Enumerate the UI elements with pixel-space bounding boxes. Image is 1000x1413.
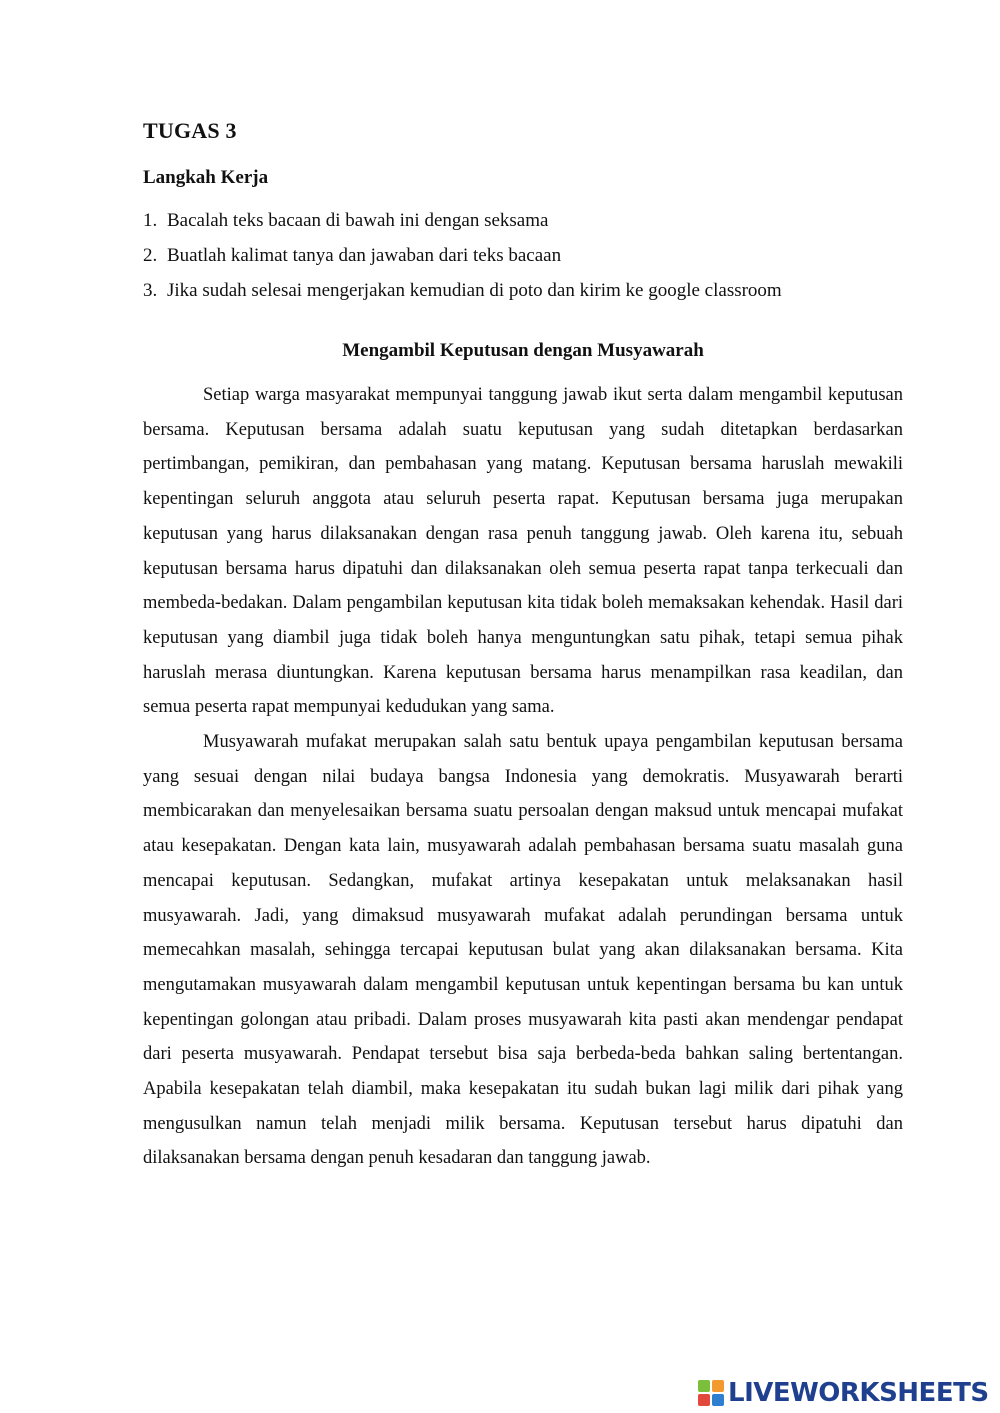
reading-title: Mengambil Keputusan dengan Musyawarah xyxy=(342,340,704,361)
steps-heading: Langkah Kerja xyxy=(143,167,269,188)
list-item xyxy=(143,278,782,313)
reading-paragraph: Setiap warga masyarakat mempunyai tanggung jawab ikut serta dalam mengambil keputusan bersama. Keputusan bersama adalah suatu keputusan yang sudah ditetapkan berdasarkan pertimbangan, pemikiran, dan pembahasan yang matang. Keputusan bersama haruslah mewakili kepentingan seluruh anggota atau seluruh peserta rapat. Keputusan bersama juga merupakan keputusan yang harus dilaksanakan dengan rasa penuh tanggung jawab. Oleh karena itu, sebuah keputusan bersama harus dipatuhi dan dilaksanakan oleh semua peserta rapat tanpa terkecuali dan membeda-bedakan. Dalam pengambilan keputusan kita tidak boleh memaksakan kehendak. Hasil dari keputusan yang diambil juga tidak boleh hanya menguntungkan satu pihak, tetapi semua pihak haruslah merasa diuntungkan. Karena keputusan bersama harus menampilkan rasa keadilan, dan semua peserta rapat mempunyai kedudukan yang sama. xyxy=(143,385,903,718)
liveworksheets-logo-icon xyxy=(698,1380,724,1406)
step-number: 2. xyxy=(143,245,158,266)
logo-mark-orange xyxy=(712,1380,724,1392)
reading-text xyxy=(143,378,903,1176)
logo-mark-green xyxy=(698,1380,710,1392)
reading-paragraph: Musyawarah mufakat merupakan salah satu bentuk upaya pengambilan keputusan bersama yang sesuai dengan nilai budaya bangsa Indonesia yang demokratis. Musyawarah berarti membicarakan dan menyelesaikan bersama suatu persoalan dengan maksud untuk mencapai mufakat atau kesepakatan. Dengan kata lain, musyawarah adalah pembahasan bersama suatu masalah guna mencapai keputusan. Sedangkan, mufakat artinya kesepakatan untuk melaksanakan hasil musyawarah. Jadi, yang dimaksud musyawarah mufakat adalah perundingan bersama untuk memecahkan masalah, sehingga tercapai keputusan bulat yang akan dilaksanakan bersama. Kita mengutamakan musyawarah dalam mengambil keputusan untuk kepentingan bersama bu kan untuk kepentingan golongan atau pribadi. Dalam proses musyawarah kita pasti akan mendengar pendapat dari peserta musyawarah. Pendapat tersebut bisa saja berbeda-beda bahkan saling bertentangan. Apabila kesepakatan telah diambil, maka kesepakatan itu sudah bukan lagi milik dari pihak yang mengusulkan namun telah menjadi milik bersama. Keputusan tersebut harus dipatuhi dan dilaksanakan bersama dengan penuh kesadaran dan tanggung jawab. xyxy=(143,732,903,1169)
list-item xyxy=(143,208,782,243)
list-item xyxy=(143,243,782,278)
step-text: Jika sudah selesai mengerjakan kemudian di poto dan kirim ke google classroom xyxy=(167,280,782,301)
logo-text: LIVEWORKSHEETS xyxy=(728,1378,989,1408)
liveworksheets-logo[interactable] xyxy=(698,1377,989,1409)
page-title: TUGAS 3 xyxy=(143,118,237,143)
logo-mark-red xyxy=(698,1394,710,1406)
steps-list xyxy=(143,208,782,313)
step-number: 3. xyxy=(143,280,158,301)
step-text: Bacalah teks bacaan di bawah ini dengan seksama xyxy=(167,210,549,231)
step-number: 1. xyxy=(143,210,158,231)
step-text: Buatlah kalimat tanya dan jawaban dari teks bacaan xyxy=(167,245,562,266)
logo-mark-blue xyxy=(712,1394,724,1406)
